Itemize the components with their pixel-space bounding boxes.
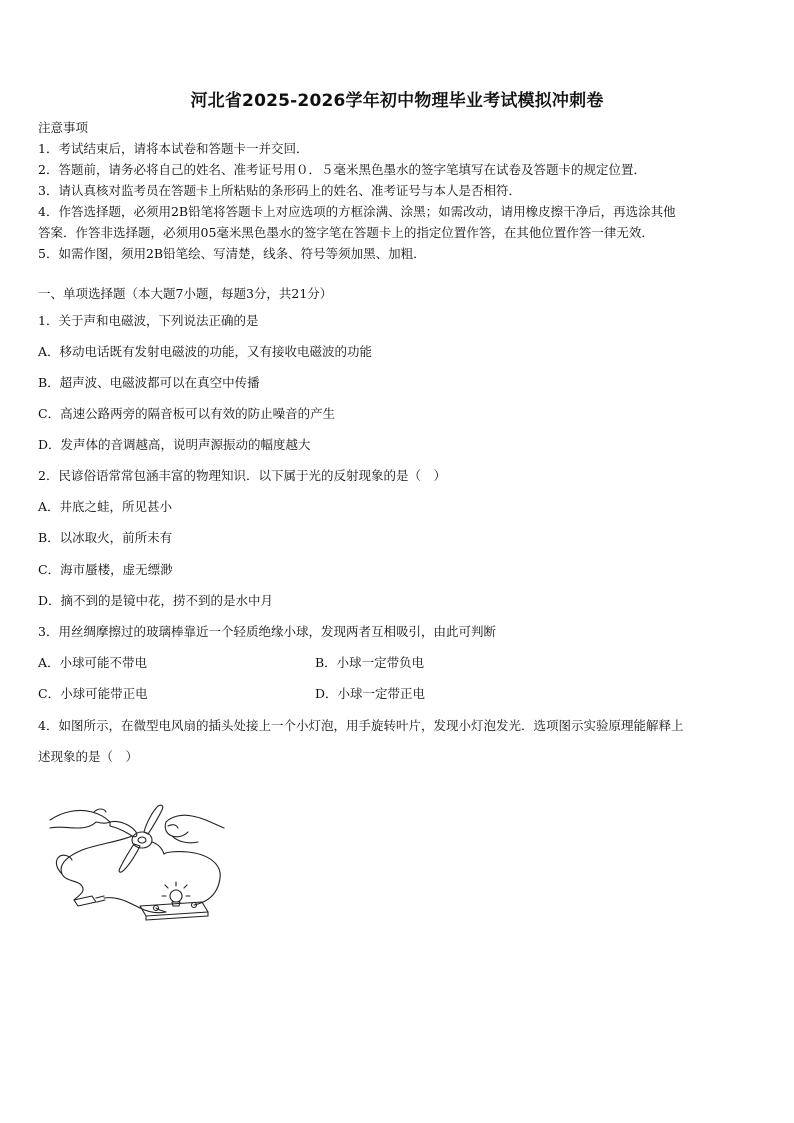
question-stem: 4．如图所示，在微型电风扇的插头处接上一个小灯泡，用手旋转叶片，发现小灯泡发光．选项图示实验原理能解释上 bbox=[38, 718, 684, 733]
page-title: 河北省2025-2026学年初中物理毕业考试模拟冲刺卷 bbox=[190, 91, 604, 111]
option-c: C．小球可能带正电 bbox=[38, 686, 148, 701]
notes-heading: 注意事项 bbox=[38, 120, 89, 135]
left-hand bbox=[50, 810, 110, 828]
question-stem: 3．用丝绸摩擦过的玻璃棒靠近一个轻质绝缘小球，发现两者互相吸引，由此可判断 bbox=[38, 624, 496, 639]
fan-blade-bottom bbox=[119, 844, 140, 872]
note-item: 1．考试结束后，请将本试卷和答题卡一并交回． bbox=[38, 141, 309, 156]
wire bbox=[61, 836, 132, 900]
light-bulb bbox=[170, 890, 182, 902]
option-b: B．超声波、电磁波都可以在真空中传播 bbox=[38, 375, 260, 390]
option-a: A．移动电话既有发射电磁波的功能，又有接收电磁波的功能 bbox=[38, 344, 373, 359]
question-stem: 1．关于声和电磁波，下列说法正确的是 bbox=[38, 313, 259, 328]
fan-bulb-experiment-figure bbox=[48, 798, 228, 928]
fan-blade-left bbox=[110, 821, 137, 836]
option-a: A．井底之蛙，所见甚小 bbox=[38, 499, 173, 514]
fan-blade-top bbox=[144, 805, 163, 834]
question-stem: 2．民谚俗语常常包涵丰富的物理知识．以下属于光的反射现象的是（ ） bbox=[38, 468, 446, 483]
fan-motor bbox=[132, 832, 152, 848]
section-heading: 一、单项选择题（本大题7小题，每题3分，共21分） bbox=[38, 286, 333, 301]
option-d: D．发声体的音调越高，说明声源振动的幅度越大 bbox=[38, 437, 311, 452]
option-d: D．小球一定带正电 bbox=[315, 686, 426, 701]
note-item: 2．答题前，请务必将自己的姓名、准考证号用０．５毫米黑色墨水的签字笔填写在试卷及答题卡的规定位置． bbox=[38, 162, 646, 177]
option-c: C．高速公路两旁的隔音板可以有效的防止噪音的产生 bbox=[38, 406, 336, 421]
note-item: 答案．作答非选择题，必须用05毫米黑色墨水的签字笔在答题卡上的指定位置作答，在其他位置作答一律无效． bbox=[38, 225, 654, 240]
option-b: B．以冰取火，前所未有 bbox=[38, 530, 173, 545]
right-hand bbox=[165, 815, 224, 843]
option-c: C．海市蜃楼，虚无缥渺 bbox=[38, 562, 173, 577]
option-a: A．小球可能不带电 bbox=[38, 655, 148, 670]
note-item: 4．作答选择题，必须用2B铅笔将答题卡上对应选项的方框涂满、涂黑；如需改动，请用橡皮擦干净后，再选涂其他 bbox=[38, 204, 676, 219]
option-b: B．小球一定带负电 bbox=[315, 655, 425, 670]
question-stem-continued: 述现象的是（ ） bbox=[38, 749, 139, 764]
option-d: D．摘不到的是镜中花，捞不到的是水中月 bbox=[38, 593, 274, 608]
note-item: 3．请认真核对监考员在答题卡上所粘贴的条形码上的姓名、准考证号与本人是否相符． bbox=[38, 183, 521, 198]
note-item: 5．如需作图，须用2B铅笔绘、写清楚，线条、符号等须加黑、加粗． bbox=[38, 246, 426, 261]
